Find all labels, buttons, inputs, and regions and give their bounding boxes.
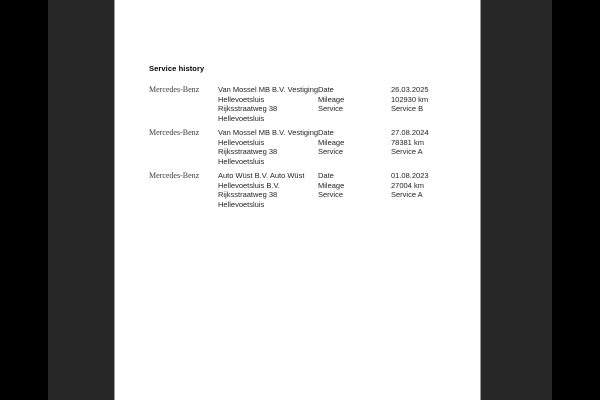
- brand-wordmark: Mercedes-Benz: [149, 171, 200, 180]
- field-labels: [318, 85, 344, 114]
- date-label: Date: [318, 171, 334, 180]
- dealer-line: Rijksstraatweg 38: [218, 190, 278, 200]
- dealer-line: Hellevoetsluis B.V.: [218, 180, 280, 190]
- dealer-line: Van Mossel MB B.V. Vestiging: [218, 128, 319, 137]
- dealer-address: [218, 85, 318, 124]
- service-label: Service: [318, 104, 344, 114]
- mileage-label: Mileage: [318, 94, 345, 104]
- dealer-address: [218, 171, 304, 210]
- mileage-label: Mileage: [318, 180, 345, 190]
- service-entry: [149, 171, 449, 214]
- field-values: [391, 171, 429, 200]
- service-label: Service: [318, 147, 344, 157]
- date-value: 27.08.2024: [391, 128, 429, 137]
- brand-wordmark: Mercedes-Benz: [149, 128, 200, 137]
- mileage-value: 102930 km: [391, 94, 429, 104]
- service-entry-list: [149, 85, 449, 214]
- service-value: Service B: [391, 104, 424, 114]
- viewer-band-left: [48, 0, 114, 400]
- date-label: Date: [318, 128, 334, 137]
- dealer-line: Hellevoetsluis: [218, 94, 265, 104]
- dealer-line: Hellevoetsluis: [218, 114, 265, 124]
- service-value: Service A: [391, 147, 423, 157]
- dealer-line: Hellevoetsluis: [218, 137, 265, 147]
- dealer-line: Hellevoetsluis: [218, 200, 265, 210]
- brand-wordmark: Mercedes-Benz: [149, 85, 200, 94]
- page-title: Service history: [149, 64, 205, 73]
- service-entry: [149, 85, 449, 128]
- date-value: 01.08.2023: [391, 171, 429, 180]
- mileage-value: 27004 km: [391, 180, 424, 190]
- field-values: [391, 128, 429, 157]
- outer-band-right: [552, 0, 600, 400]
- dealer-line: Rijksstraatweg 38: [218, 104, 278, 114]
- date-value: 26.03.2025: [391, 85, 429, 94]
- dealer-address: [218, 128, 318, 167]
- document-page: [114, 0, 481, 400]
- mileage-label: Mileage: [318, 137, 345, 147]
- field-labels: [318, 128, 344, 157]
- service-entry: [149, 128, 449, 171]
- dealer-line: Van Mossel MB B.V. Vestiging: [218, 85, 319, 94]
- viewer-band-right: [481, 0, 552, 400]
- date-label: Date: [318, 85, 334, 94]
- dealer-line: Hellevoetsluis: [218, 157, 265, 167]
- outer-band-left: [0, 0, 48, 400]
- dealer-line: Rijksstraatweg 38: [218, 147, 278, 157]
- service-value: Service A: [391, 190, 423, 200]
- service-label: Service: [318, 190, 344, 200]
- mileage-value: 78381 km: [391, 137, 424, 147]
- field-labels: [318, 171, 344, 200]
- field-values: [391, 85, 429, 114]
- dealer-line: Auto Wüst B.V. Auto Wüst: [218, 171, 305, 180]
